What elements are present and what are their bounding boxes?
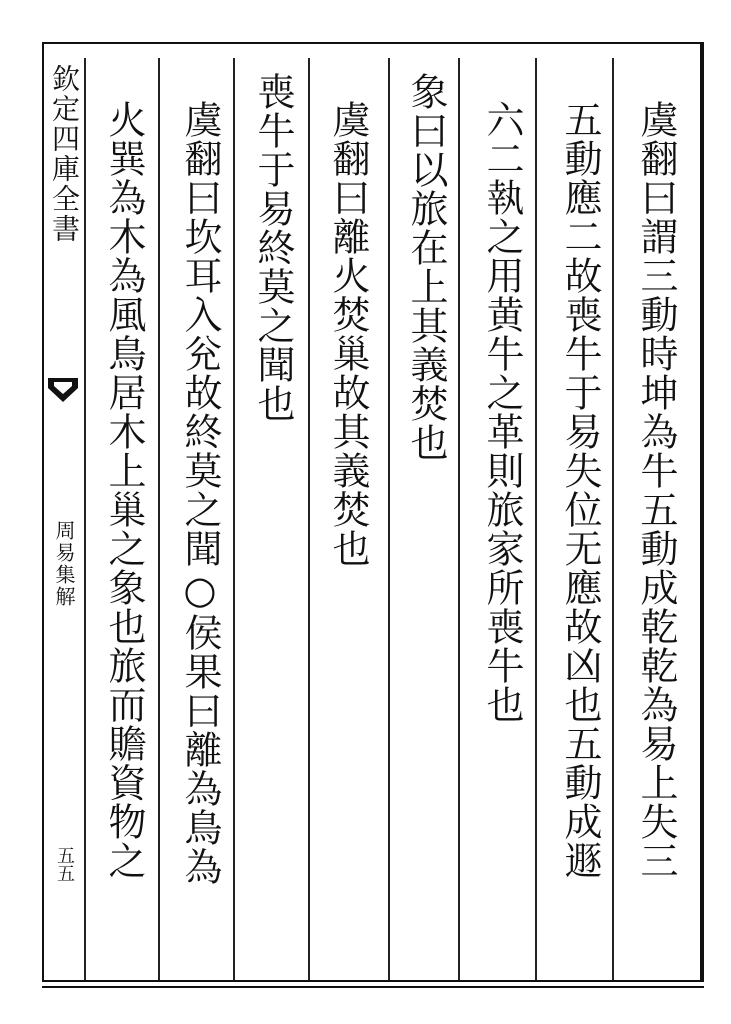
text-column-4: 象曰以旅在上其義焚也: [404, 72, 448, 462]
column-rule: [158, 58, 160, 980]
column-rule: [535, 58, 537, 980]
chapter-title: 周易集解: [52, 520, 76, 608]
text-column-7: 虞翻曰坎耳入兊故終莫之聞○侯果曰離為鳥為: [178, 100, 222, 886]
text-column-2: 五動應二故喪牛于易失位无應故凶也五動成遯: [558, 100, 602, 880]
outer-border-right: [700, 42, 704, 982]
text-column-3: 六二執之用黄牛之革則旅家所喪牛也: [480, 100, 524, 724]
page-margin: [44, 58, 84, 978]
text-column-6: 喪牛于易終莫之聞也: [251, 72, 295, 423]
book-title: 欽定四庫全書: [48, 64, 81, 244]
text-column-5: 虞翻曰離火焚巢故其義焚也: [326, 100, 370, 568]
column-rule: [388, 58, 390, 980]
column-rule: [84, 58, 86, 980]
page-number: 五五: [54, 846, 75, 882]
column-rule: [308, 58, 310, 980]
text-column-1: 虞翻曰謂三動時坤為牛五動成乾乾為易上失三: [634, 100, 678, 880]
text-column-8: 火巽為木為風鳥居木上巢之象也旅而贍資物之: [102, 100, 146, 880]
column-rule: [233, 58, 235, 980]
outer-border-bottom: [42, 986, 704, 988]
fish-tail-mark-icon: [46, 376, 80, 406]
column-rule: [458, 58, 460, 980]
column-rule: [612, 58, 614, 980]
